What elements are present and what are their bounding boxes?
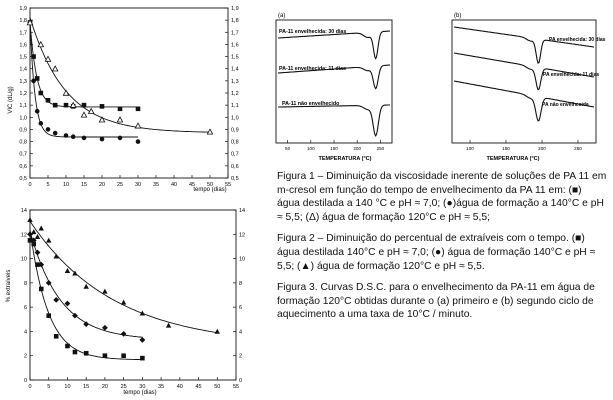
series-1-point	[100, 137, 105, 142]
x-tick-label: 0	[28, 384, 32, 390]
series-0-point	[121, 353, 126, 358]
y-tick-label-right: 8	[239, 280, 243, 287]
y-tick-label: 1,5	[19, 54, 27, 61]
series-1-point	[35, 250, 41, 256]
y-tick-label: 10	[20, 256, 27, 263]
y-tick-label-right: 14	[239, 208, 246, 214]
y-tick-label-right: 0,5	[231, 176, 239, 182]
series-1-point	[118, 136, 123, 141]
plot-frame	[276, 20, 392, 143]
series-2-point	[117, 117, 122, 122]
series-1-point	[53, 131, 58, 136]
x-tick-label: 10	[64, 384, 71, 390]
series-1-point	[31, 79, 36, 84]
y-tick-label-right: 1,7	[231, 30, 239, 37]
series-1-point	[64, 133, 69, 138]
x-tick-label: 25	[116, 182, 124, 188]
x-tick-label: 20	[98, 182, 106, 188]
figure-1-viscosity-chart	[0, 0, 250, 198]
series-2-point	[53, 66, 58, 71]
y-tick-label-right: 10	[239, 256, 246, 263]
x-tick-label: 150	[330, 146, 338, 151]
x-tick-label: 250	[574, 146, 582, 151]
y-tick-label: 1,8	[19, 18, 27, 25]
figure-3a-dsc-chart	[270, 5, 450, 165]
fig2-xlabel: tempo (dias)	[123, 390, 157, 396]
x-tick-label: 0	[28, 182, 32, 188]
y-tick-label: 4	[23, 329, 27, 336]
series-2-point	[121, 300, 126, 305]
y-tick-label-right: 12	[239, 232, 246, 239]
dsc-curve-2	[278, 105, 390, 136]
y-tick-label: 1,6	[19, 42, 27, 49]
y-tick-label: 1,1	[19, 103, 27, 110]
y-tick-label: 0,6	[19, 163, 27, 170]
figure-captions	[277, 170, 607, 330]
series-0-point	[39, 287, 44, 292]
y-tick-label-right: 1,2	[231, 91, 239, 97]
caption-figure-3: Figura 3. Curvas D.S.C. para o envelhecimento da PA-11 em água de formação 120°C obtidas durante o (a) primeiro e (b) segundo ciclo de aquecimento a uma taxa de 10°C / minuto.	[277, 282, 595, 321]
fig3a-label-30d: PA-11 envelhecida: 30 dias	[279, 29, 347, 35]
y-tick-label: 0,5	[19, 176, 27, 182]
y-tick-label-right: 1,1	[231, 103, 239, 110]
series-0-point	[84, 351, 89, 356]
fig3b-label-30d: PA envelhecida: 30 dias	[549, 37, 606, 43]
y-tick-label: 8	[23, 280, 27, 287]
x-tick-label: 15	[83, 384, 90, 390]
x-tick-label: 5	[46, 182, 50, 188]
series-2-point	[54, 253, 59, 258]
series-0-point	[100, 104, 105, 109]
y-tick-label-right: 0,6	[231, 163, 239, 170]
series-1-point	[121, 331, 127, 337]
series-0-point	[39, 91, 44, 96]
x-tick-label: 35	[152, 182, 160, 188]
series-1-point	[71, 134, 76, 139]
series-0-fit-curve	[30, 22, 138, 107]
series-2-point	[215, 329, 220, 334]
y-tick-label: 6	[23, 305, 27, 312]
series-0-fit-curve	[30, 229, 142, 359]
y-tick-label-right: 0,7	[231, 151, 239, 158]
series-2-point	[81, 112, 86, 117]
fig3a-panel-label: (a)	[278, 13, 286, 19]
y-tick-label-right: 4	[239, 329, 243, 336]
series-1-point	[46, 127, 51, 132]
x-tick-label: 30	[139, 384, 146, 390]
dsc-curve-2	[454, 81, 594, 121]
fig3b-label-0d: PA não envelhecida	[542, 102, 589, 108]
figure-3b-dsc-chart	[448, 5, 613, 165]
x-tick-label: 15	[80, 182, 88, 188]
series-1-point	[27, 231, 33, 237]
x-tick-label: 250	[376, 146, 385, 151]
y-tick-label-right: 1,8	[231, 18, 239, 25]
series-1-point	[136, 139, 141, 144]
series-0-point	[103, 353, 108, 358]
x-tick-label: 40	[170, 182, 178, 188]
series-0-point	[54, 334, 59, 339]
series-0-point	[118, 106, 123, 111]
series-1-point	[39, 121, 44, 126]
series-2-point	[102, 289, 107, 294]
x-tick-label: 55	[224, 182, 232, 188]
series-0-point	[136, 106, 141, 111]
x-tick-label: 200	[353, 146, 362, 151]
fig1-ylabel: VIC (dL/g)	[8, 86, 14, 114]
x-tick-label: 20	[101, 384, 108, 390]
y-tick-label-right: 1,0	[231, 115, 239, 122]
y-tick-label: 0,8	[19, 139, 27, 146]
series-2-fit-curve	[30, 18, 210, 133]
y-tick-label-right: 1,3	[231, 78, 239, 85]
caption-figure-2: Figura 2 – Diminuição do percentual de extraíveis com o tempo. (■) água destilada 140°C e pH ≈ 7,0; (●) água de formação 140°C e pH ≈ 5,5; (▲) água de formação 120°C e pH ≈ 5,5.	[277, 233, 596, 272]
y-tick-label-right: 2	[239, 353, 243, 360]
series-1-point	[82, 136, 87, 141]
plot-frame	[30, 210, 236, 380]
series-2-point	[166, 323, 171, 328]
y-tick-label: 0,9	[19, 127, 27, 134]
y-tick-label: 12	[20, 232, 27, 239]
fig3a-xlabel: TEMPERATURA (°C)	[318, 156, 372, 162]
x-tick-label: 10	[62, 182, 70, 188]
series-2-fit-curve	[30, 221, 217, 333]
y-tick-label-right: 0,8	[231, 139, 239, 146]
series-2-point	[83, 284, 88, 289]
fig3b-panel-label: (b)	[454, 13, 462, 19]
x-tick-label: 40	[176, 384, 183, 390]
dsc-curve-0	[454, 27, 594, 63]
caption-figure-1: Figura 1 – Diminuição da viscosidade inerente de soluções de PA 11 em m-cresol em função do tempo de envelhecimento da PA 11 em: (■) água destilada a 140 °C e pH ≈ 7,0; (●)água de formação a 140°C e pH ≈ 5,5; (Δ) água de formação 120°C e pH ≈ 5,5;	[277, 171, 607, 223]
series-0-point	[53, 103, 58, 108]
series-2-point	[39, 226, 44, 231]
y-tick-label: 1,9	[19, 6, 27, 12]
y-tick-label: 1,7	[19, 30, 27, 37]
figure-2-extractables-chart	[0, 200, 250, 400]
series-1-point	[35, 109, 40, 114]
fig1-xlabel: tempo (dias)	[193, 187, 227, 193]
series-0-point	[140, 356, 145, 361]
y-tick-label: 14	[20, 208, 27, 214]
series-0-point	[46, 313, 51, 318]
fig2-ylabel: % extraíveis	[6, 269, 12, 303]
series-2-point	[65, 268, 70, 273]
series-0-point	[65, 344, 70, 349]
series-0-point	[64, 103, 69, 108]
x-tick-label: 30	[134, 182, 142, 188]
series-2-point	[135, 123, 140, 128]
x-tick-label: 150	[502, 146, 510, 151]
series-0-point	[46, 98, 51, 103]
x-tick-label: 25	[120, 384, 127, 390]
fig3a-label-11d: PA-11 envelhecida: 11 dias	[279, 66, 347, 72]
x-tick-label: 200	[538, 146, 546, 151]
x-tick-label: 50	[214, 384, 221, 390]
y-tick-label-right: 1,5	[231, 54, 239, 61]
x-tick-label: 35	[158, 384, 165, 390]
y-tick-label-right: 1,4	[231, 66, 239, 73]
plot-frame	[30, 8, 228, 178]
y-tick-label: 1,4	[19, 66, 27, 73]
y-tick-label: 1,2	[19, 91, 27, 97]
x-tick-label: 5	[47, 384, 51, 390]
fig3a-label-0d: PA-11 não envelhecido	[282, 101, 340, 107]
y-tick-label: 1,0	[19, 115, 27, 122]
fig3b-xlabel: TEMPERATURA (°C)	[486, 156, 540, 162]
y-tick-label: 1,3	[19, 78, 27, 85]
x-tick-label: 50	[206, 182, 214, 188]
y-tick-label-right: 0,9	[231, 127, 239, 134]
x-tick-label: 55	[232, 384, 240, 390]
y-tick-label-right: 1,9	[231, 6, 239, 12]
y-tick-label: 0	[23, 378, 27, 384]
x-tick-label: 50	[285, 146, 291, 151]
y-tick-label-right: 0	[239, 378, 243, 384]
x-tick-label: 45	[188, 182, 196, 188]
dsc-curve-0	[278, 31, 390, 59]
series-0-point	[73, 350, 78, 355]
series-2-point	[99, 117, 104, 122]
y-tick-label-right: 6	[239, 305, 243, 312]
series-2-point	[46, 238, 51, 243]
x-tick-label: 45	[195, 384, 202, 390]
series-1-point	[139, 337, 145, 343]
x-tick-label: 100	[466, 146, 474, 151]
y-tick-label: 2	[23, 353, 27, 360]
series-2-point	[27, 217, 32, 222]
y-tick-label: 0,7	[19, 151, 27, 158]
fig3b-label-11d: PA envelhecida: 11 dias	[543, 72, 600, 78]
x-tick-label: 100	[306, 146, 315, 151]
y-tick-label-right: 1,6	[231, 42, 239, 49]
